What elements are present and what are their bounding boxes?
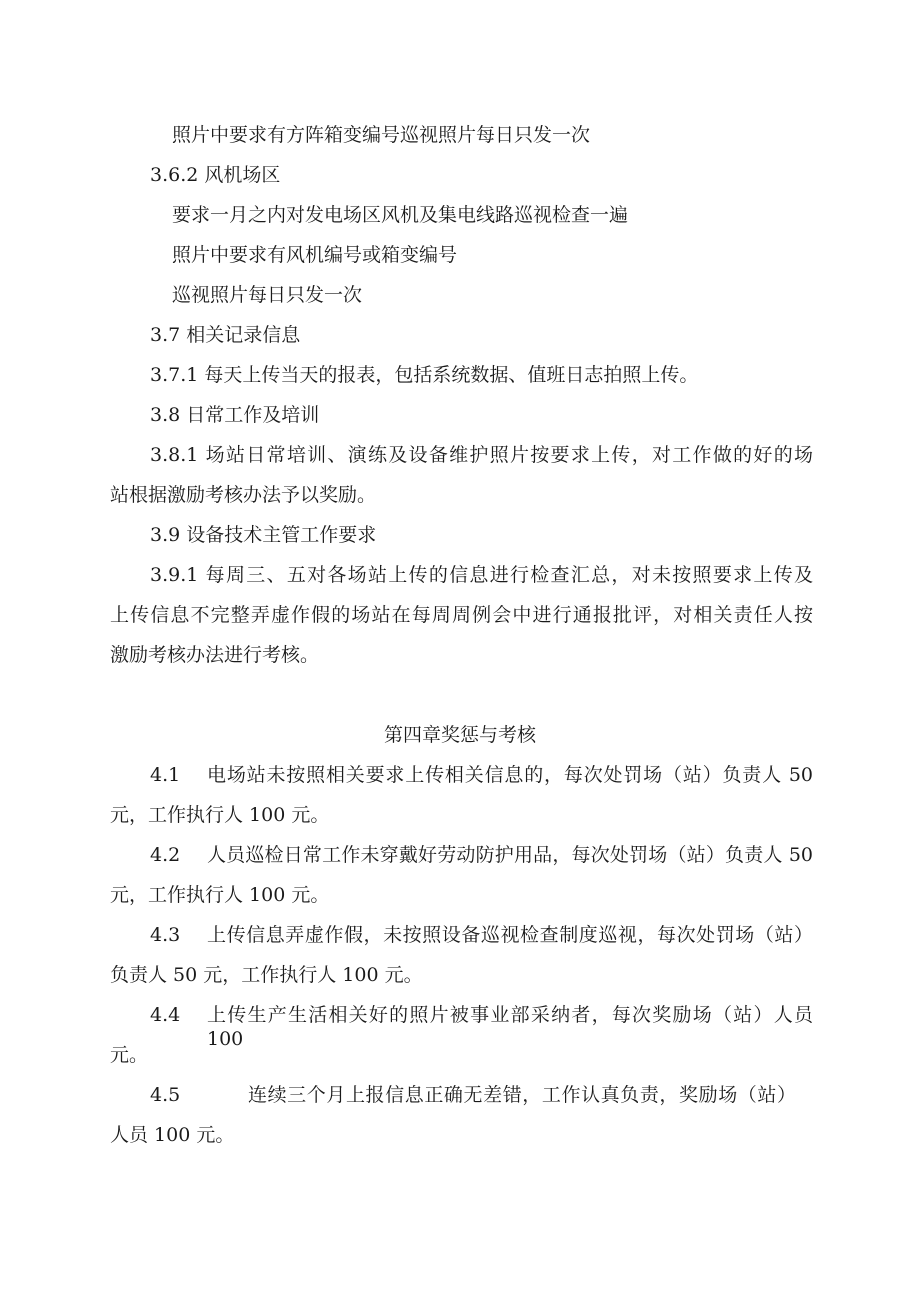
item-4-4-line-2: 元。 — [110, 1044, 149, 1066]
section-3-6-2-title: 3.6.2 风机场区 — [150, 164, 281, 186]
section-3-7-1: 3.7.1 每天上传当天的报表，包括系统数据、值班日志拍照上传。 — [150, 364, 699, 386]
item-4-1-line-2: 元，工作执行人 100 元。 — [110, 804, 330, 826]
section-3-9-title: 3.9 设备技术主管工作要求 — [150, 524, 377, 546]
section-3-9-1-line-1: 3.9.1 每周三、五对各场站上传的信息进行检查汇总，对未按照要求上传及 — [150, 564, 813, 586]
section-3-8-1-line-2: 站根据激励考核办法予以奖励。 — [110, 484, 377, 506]
section-3-8-title: 3.8 日常工作及培训 — [150, 404, 320, 426]
chapter-4-title: 第四章奖惩与考核 — [383, 724, 536, 746]
item-4-3-number: 4.3 — [150, 924, 181, 946]
item-4-1-line-1: 电场站未按照相关要求上传相关信息的，每次处罚场（站）负责人 50 — [207, 764, 813, 786]
item-4-5-line-2: 人员 100 元。 — [110, 1124, 235, 1146]
section-3-9-1-line-3: 激励考核办法进行考核。 — [110, 644, 320, 666]
item-4-2-line-2: 元，工作执行人 100 元。 — [110, 884, 330, 906]
section-3-6-2-line-2: 照片中要求有风机编号或箱变编号 — [172, 244, 458, 266]
paragraph-photo-requirement: 照片中要求有方阵箱变编号巡视照片每日只发一次 — [172, 124, 591, 146]
section-3-6-2-line-1: 要求一月之内对发电场区风机及集电线路巡视检查一遍 — [172, 204, 629, 226]
section-3-6-2-line-3: 巡视照片每日只发一次 — [172, 284, 363, 306]
section-3-8-1-line-1: 3.8.1 场站日常培训、演练及设备维护照片按要求上传，对工作做的好的场 — [150, 444, 813, 466]
item-4-1-number: 4.1 — [150, 764, 181, 786]
item-4-4-line-1: 上传生产生活相关好的照片被事业部采纳者，每次奖励场（站）人员 100 — [207, 1004, 813, 1050]
item-4-4-number: 4.4 — [150, 1004, 181, 1026]
item-4-3-line-2: 负责人 50 元，工作执行人 100 元。 — [110, 964, 423, 986]
item-4-2-line-1: 人员巡检日常工作未穿戴好劳动防护用品，每次处罚场（站）负责人 50 — [207, 844, 813, 866]
section-3-9-1-line-2: 上传信息不完整弄虚作假的场站在每周周例会中进行通报批评，对相关责任人按 — [110, 604, 813, 626]
item-4-2-number: 4.2 — [150, 844, 181, 866]
section-3-7-title: 3.7 相关记录信息 — [150, 324, 301, 346]
item-4-5-line-1: 连续三个月上报信息正确无差错，工作认真负责，奖励场（站） — [248, 1084, 796, 1106]
item-4-5-number: 4.5 — [150, 1084, 181, 1106]
item-4-3-line-1: 上传信息弄虚作假，未按照设备巡视检查制度巡视，每次处罚场（站） — [207, 924, 813, 946]
